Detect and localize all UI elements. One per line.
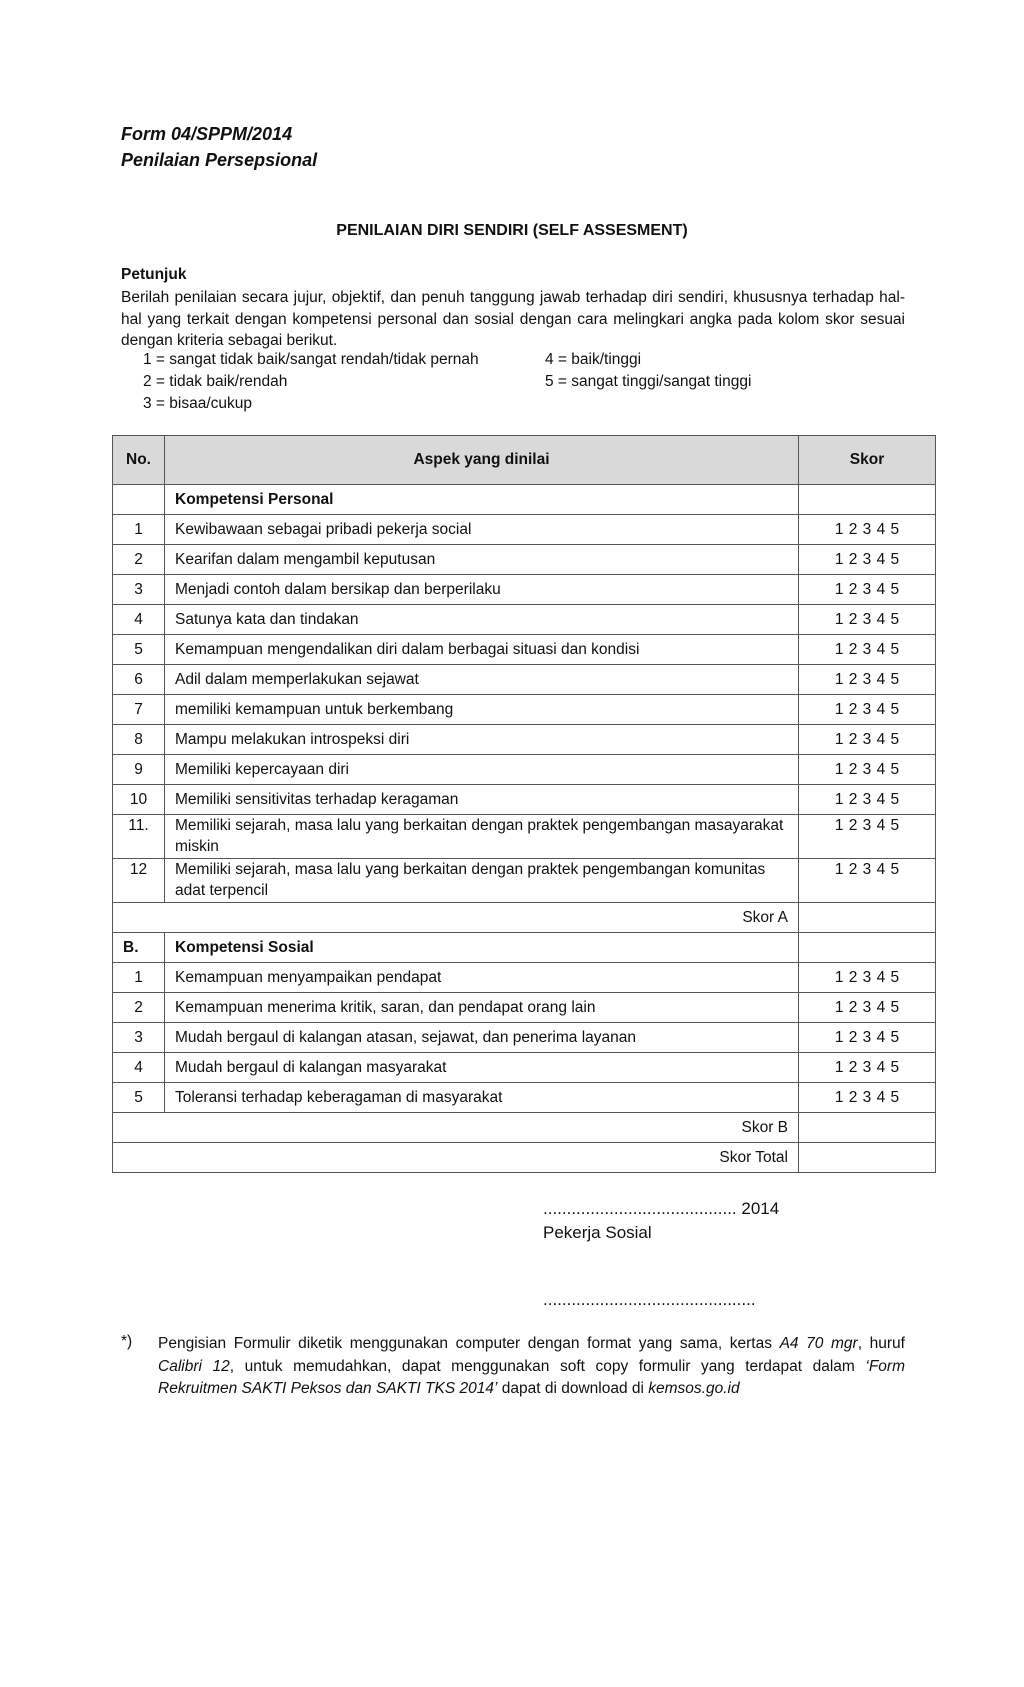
row-aspect: Memiliki sejarah, masa lalu yang berkaitan dengan praktek pengembangan komunitas adat terpencil <box>165 859 799 903</box>
table-row <box>113 1083 936 1113</box>
section-a-marker <box>113 485 165 515</box>
score-options[interactable]: 1 2 3 4 5 <box>799 755 936 785</box>
footnote-font: Calibri 12 <box>158 1357 230 1375</box>
row-number: 5 <box>113 1083 165 1113</box>
header-aspect: Aspek yang dinilai <box>165 436 799 485</box>
row-number: 2 <box>113 993 165 1023</box>
table-header-row <box>113 436 936 485</box>
row-number: 1 <box>113 515 165 545</box>
row-number: 9 <box>113 755 165 785</box>
table-row <box>113 993 936 1023</box>
footnote-text <box>158 1333 905 1401</box>
row-aspect: Kemampuan menerima kritik, saran, dan pendapat orang lain <box>165 993 799 1023</box>
table-row <box>113 695 936 725</box>
footnote-part-1: Pengisian Formulir diketik menggunakan computer dengan format yang sama, kertas <box>158 1335 780 1352</box>
row-aspect: Mampu melakukan introspeksi diri <box>165 725 799 755</box>
table-row <box>113 605 936 635</box>
score-options[interactable]: 1 2 3 4 5 <box>799 785 936 815</box>
grand-total-label: Skor Total <box>113 1143 799 1173</box>
section-b-label: Kompetensi Sosial <box>165 933 799 963</box>
signature-date-line: ......................................... 2014 <box>543 1199 780 1218</box>
table-row <box>113 1053 936 1083</box>
row-number: 12 <box>113 859 165 903</box>
row-aspect: Memiliki sensitivitas terhadap keragaman <box>165 785 799 815</box>
grand-total-row <box>113 1143 936 1173</box>
score-options[interactable]: 1 2 3 4 5 <box>799 1083 936 1113</box>
header-no: No. <box>113 436 165 485</box>
row-aspect: Kemampuan mengendalikan diri dalam berbagai situasi dan kondisi <box>165 635 799 665</box>
criteria-3: 3 = bisaa/cukup <box>143 395 253 412</box>
table-row <box>113 515 936 545</box>
subtotal-a-row <box>113 903 936 933</box>
section-b-score <box>799 933 936 963</box>
row-number: 3 <box>113 1023 165 1053</box>
signature-name-line: ............................................. <box>543 1290 756 1309</box>
form-subtitle: Penilaian Persepsional <box>121 150 318 170</box>
row-aspect: Memiliki sejarah, masa lalu yang berkaitan dengan praktek pengembangan masayarakat miskin <box>165 815 799 859</box>
row-number: 6 <box>113 665 165 695</box>
section-b-marker: B. <box>113 933 165 963</box>
table-row <box>113 635 936 665</box>
row-aspect: Kewibawaan sebagai pribadi pekerja social <box>165 515 799 545</box>
score-options[interactable]: 1 2 3 4 5 <box>799 963 936 993</box>
document-title: PENILAIAN DIRI SENDIRI (SELF ASSESMENT) <box>336 222 688 239</box>
criteria-4: 4 = baik/tinggi <box>545 351 642 368</box>
table-row <box>113 545 936 575</box>
row-aspect: Menjadi contoh dalam bersikap dan berperilaku <box>165 575 799 605</box>
score-options[interactable]: 1 2 3 4 5 <box>799 575 936 605</box>
footnote-paper: A4 70 mgr <box>779 1335 858 1352</box>
row-aspect: Kearifan dalam mengambil keputusan <box>165 545 799 575</box>
footnote-doc-name: ‘Form Rekruitmen SAKTI Peksos dan SAKTI TKS 2014’ <box>158 1357 905 1397</box>
row-number: 4 <box>113 605 165 635</box>
assessment-table <box>112 435 936 1173</box>
table-row <box>113 725 936 755</box>
table-row <box>113 1023 936 1053</box>
score-options[interactable]: 1 2 3 4 5 <box>799 635 936 665</box>
score-options[interactable]: 1 2 3 4 5 <box>799 665 936 695</box>
row-number: 10 <box>113 785 165 815</box>
score-options[interactable]: 1 2 3 4 5 <box>799 815 936 859</box>
section-a-row <box>113 485 936 515</box>
row-aspect: Satunya kata dan tindakan <box>165 605 799 635</box>
score-options[interactable]: 1 2 3 4 5 <box>799 605 936 635</box>
subtotal-b-label: Skor B <box>113 1113 799 1143</box>
footnote-part-2: , huruf <box>857 1335 905 1352</box>
score-options[interactable]: 1 2 3 4 5 <box>799 993 936 1023</box>
score-options[interactable]: 1 2 3 4 5 <box>799 859 936 903</box>
criteria-5: 5 = sangat tinggi/sangat tinggi <box>545 373 752 390</box>
row-aspect: Memiliki kepercayaan diri <box>165 755 799 785</box>
footnote-marker: *) <box>121 1333 133 1350</box>
section-b-row <box>113 933 936 963</box>
footnote-part-4: dapat di download di <box>497 1380 649 1397</box>
row-number: 3 <box>113 575 165 605</box>
section-a-score <box>799 485 936 515</box>
row-aspect: memiliki kemampuan untuk berkembang <box>165 695 799 725</box>
criteria-1: 1 = sangat tidak baik/sangat rendah/tidak pernah <box>143 351 479 368</box>
subtotal-a-value[interactable] <box>799 903 936 933</box>
score-options[interactable]: 1 2 3 4 5 <box>799 1023 936 1053</box>
row-number: 1 <box>113 963 165 993</box>
score-options[interactable]: 1 2 3 4 5 <box>799 695 936 725</box>
form-code: Form 04/SPPM/2014 <box>121 124 293 144</box>
row-number: 5 <box>113 635 165 665</box>
row-aspect: Mudah bergaul di kalangan masyarakat <box>165 1053 799 1083</box>
table-row <box>113 785 936 815</box>
row-number: 2 <box>113 545 165 575</box>
score-options[interactable]: 1 2 3 4 5 <box>799 545 936 575</box>
score-options[interactable]: 1 2 3 4 5 <box>799 725 936 755</box>
criteria-2: 2 = tidak baik/rendah <box>143 373 288 390</box>
instructions-text: Berilah penilaian secara jujur, objektif, dan penuh tanggung jawab terhadap diri sendiri, khususnya terhadap hal-hal yang terkait dengan kompetensi personal dan sosial dengan cara melingkari angka pada kolom skor sesuai dengan kriteria sebagai berikut. <box>121 289 905 349</box>
score-options[interactable]: 1 2 3 4 5 <box>799 515 936 545</box>
row-number: 8 <box>113 725 165 755</box>
table-row <box>113 575 936 605</box>
table-row <box>113 815 936 859</box>
table-row <box>113 755 936 785</box>
subtotal-b-value[interactable] <box>799 1113 936 1143</box>
subtotal-b-row <box>113 1113 936 1143</box>
row-aspect: Mudah bergaul di kalangan atasan, sejawat, dan penerima layanan <box>165 1023 799 1053</box>
row-aspect: Kemampuan menyampaikan pendapat <box>165 963 799 993</box>
grand-total-value[interactable] <box>799 1143 936 1173</box>
instructions-heading: Petunjuk <box>121 266 187 283</box>
section-a-label: Kompetensi Personal <box>165 485 799 515</box>
table-row <box>113 859 936 903</box>
row-aspect: Adil dalam memperlakukan sejawat <box>165 665 799 695</box>
signature-role: Pekerja Sosial <box>543 1223 652 1242</box>
header-score: Skor <box>799 436 936 485</box>
row-number: 7 <box>113 695 165 725</box>
subtotal-a-label: Skor A <box>113 903 799 933</box>
score-options[interactable]: 1 2 3 4 5 <box>799 1053 936 1083</box>
footnote-site: kemsos.go.id <box>648 1380 740 1397</box>
table-row <box>113 963 936 993</box>
row-number: 4 <box>113 1053 165 1083</box>
row-aspect: Toleransi terhadap keberagaman di masyarakat <box>165 1083 799 1113</box>
footnote-part-3: , untuk memudahkan, dapat menggunakan soft copy formulir yang terdapat dalam <box>229 1357 866 1375</box>
table-row <box>113 665 936 695</box>
row-number: 11. <box>113 815 165 859</box>
